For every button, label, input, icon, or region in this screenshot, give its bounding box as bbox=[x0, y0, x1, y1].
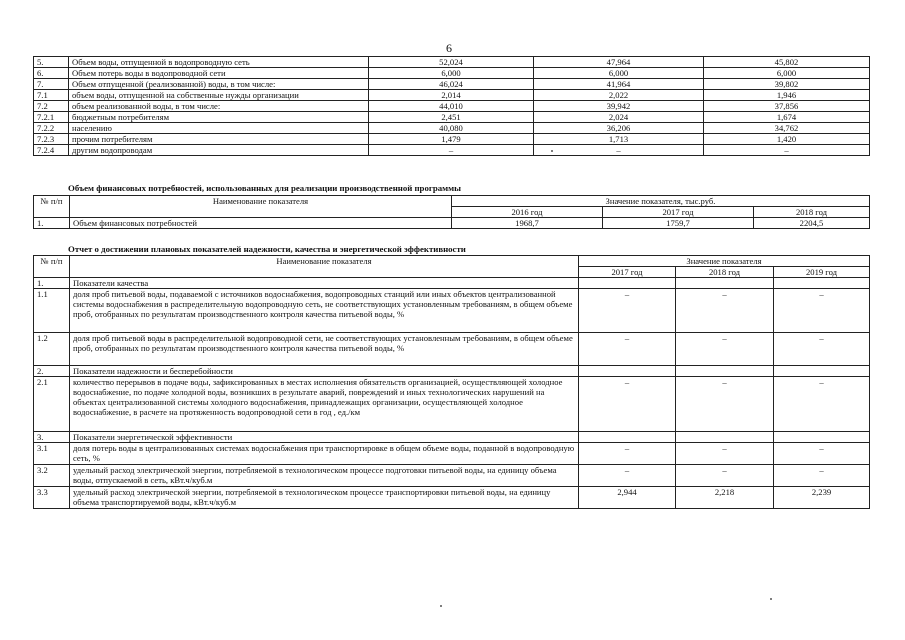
row-name: бюджетным потребителям bbox=[69, 112, 369, 123]
row-value bbox=[676, 432, 774, 443]
table-row bbox=[34, 101, 870, 112]
row-value: 46,024 bbox=[369, 79, 534, 90]
financial-needs-title: Объем финансовых потребностей, использованных для реализации производственной программы bbox=[68, 183, 461, 193]
row-number: 7.2.4 bbox=[34, 145, 69, 156]
row-value: 34,762 bbox=[704, 123, 870, 134]
column-header-number: № п/п bbox=[34, 196, 70, 218]
row-value bbox=[676, 278, 774, 289]
column-header-name: Наименование показателя bbox=[70, 256, 579, 278]
column-header-name: Наименование показателя bbox=[70, 196, 452, 218]
scan-speck bbox=[551, 150, 553, 152]
table-row bbox=[34, 333, 870, 366]
column-header-number: № п/п bbox=[34, 256, 70, 278]
scan-speck bbox=[440, 605, 442, 607]
row-value: 36,206 bbox=[534, 123, 704, 134]
row-value: – bbox=[579, 333, 676, 366]
row-value: 52,024 bbox=[369, 57, 534, 68]
section-title: Показатели качества bbox=[70, 278, 579, 289]
row-name: объем реализованной воды, в том числе: bbox=[69, 101, 369, 112]
row-value: 1759,7 bbox=[603, 218, 754, 229]
row-value: – bbox=[579, 289, 676, 333]
row-value: 47,964 bbox=[534, 57, 704, 68]
column-header-value: Значение показателя, тыс.руб. bbox=[452, 196, 870, 207]
column-header-year: 2017 год bbox=[579, 267, 676, 278]
row-number: 7. bbox=[34, 79, 69, 90]
row-number: 2.1 bbox=[34, 377, 70, 432]
row-name: Объем потерь воды в водопроводной сети bbox=[69, 68, 369, 79]
row-value: 39,942 bbox=[534, 101, 704, 112]
column-header-year: 2018 год bbox=[676, 267, 774, 278]
row-name: прочим потребителям bbox=[69, 134, 369, 145]
row-value: – bbox=[676, 333, 774, 366]
row-value: 6,000 bbox=[534, 68, 704, 79]
row-name: Объем воды, отпущенной в водопроводную сеть bbox=[69, 57, 369, 68]
row-value: 37,856 bbox=[704, 101, 870, 112]
row-value: 2,024 bbox=[534, 112, 704, 123]
row-value: – bbox=[774, 465, 870, 487]
table-row bbox=[34, 79, 870, 90]
row-value: 1,420 bbox=[704, 134, 870, 145]
row-value: – bbox=[676, 377, 774, 432]
row-value: 1968,7 bbox=[452, 218, 603, 229]
table-row bbox=[34, 134, 870, 145]
row-number: 7.1 bbox=[34, 90, 69, 101]
row-number: 5. bbox=[34, 57, 69, 68]
row-number: 7.2.1 bbox=[34, 112, 69, 123]
table-row bbox=[34, 57, 870, 68]
row-number: 7.2.3 bbox=[34, 134, 69, 145]
row-value: 40,080 bbox=[369, 123, 534, 134]
row-name: количество перерывов в подаче воды, зафиксированных в местах исполнения обязательств организацией, осуществляющей холодное водоснабжение, по подаче холодной воды, возникших в результате аварий, повреждений и иных технологических нарушений на объектах централизованной системы холодного водоснабжения, принадлежащих организации, осуществляющей холодное водоснабжение, в расчете на протяженность водопроводной сети в год , ед./км bbox=[70, 377, 579, 432]
row-value: 2,014 bbox=[369, 90, 534, 101]
row-number: 3. bbox=[34, 432, 70, 443]
scan-speck bbox=[770, 598, 772, 600]
row-name: доля проб питьевой воды, подаваемой с источников водоснабжения, водопроводных станций или иных объектов централизованной системы водоснабжения в распределительную водопроводную сеть, не соответствующих установленным требованиям, в общем объеме проб, отобранных по результатам производственного контроля качества питьевой воды, % bbox=[70, 289, 579, 333]
row-name: доля проб питьевой воды в распределительной водопроводной сети, не соответствующих установленным требованиям, в общем объеме проб, отобранных по результатам производственного контроля качества питьевой воды, % bbox=[70, 333, 579, 366]
row-name: другим водопроводам bbox=[69, 145, 369, 156]
row-value bbox=[579, 278, 676, 289]
row-number: 3.3 bbox=[34, 487, 70, 509]
column-header-year: 2016 год bbox=[452, 207, 603, 218]
page-number: 6 bbox=[446, 41, 452, 55]
row-number: 1.2 bbox=[34, 333, 70, 366]
row-value bbox=[774, 432, 870, 443]
financial-needs-table bbox=[33, 195, 870, 229]
row-value bbox=[579, 432, 676, 443]
row-value: 39,802 bbox=[704, 79, 870, 90]
row-value: 2,451 bbox=[369, 112, 534, 123]
row-number: 2. bbox=[34, 366, 70, 377]
table-row bbox=[34, 145, 870, 156]
row-value: 1,674 bbox=[704, 112, 870, 123]
row-number: 7.2.2 bbox=[34, 123, 69, 134]
row-number: 1.1 bbox=[34, 289, 70, 333]
row-value: – bbox=[774, 289, 870, 333]
column-header-year: 2017 год bbox=[603, 207, 754, 218]
row-name: удельный расход электрической энергии, потребляемой в технологическом процессе транспортировки питьевой воды, на единицу объема транспортируемой воды, кВт.ч/куб.м bbox=[70, 487, 579, 509]
indicators-report-title: Отчет о достижении плановых показателей надежности, качества и энергетической эффективности bbox=[68, 244, 466, 254]
row-value: 6,000 bbox=[704, 68, 870, 79]
production-table bbox=[33, 56, 870, 156]
section-row bbox=[34, 432, 870, 443]
row-value: – bbox=[534, 145, 704, 156]
row-value: 6,000 bbox=[369, 68, 534, 79]
section-title: Показатели энергетической эффективности bbox=[70, 432, 579, 443]
row-value: 2,239 bbox=[774, 487, 870, 509]
row-value: – bbox=[704, 145, 870, 156]
row-name: объем воды, отпущенной на собственные нужды организации bbox=[69, 90, 369, 101]
row-number: 6. bbox=[34, 68, 69, 79]
row-number: 1. bbox=[34, 278, 70, 289]
indicators-table bbox=[33, 255, 870, 509]
row-value: – bbox=[774, 333, 870, 366]
table-row bbox=[34, 377, 870, 432]
section-title: Показатели надежности и бесперебойности bbox=[70, 366, 579, 377]
row-value: 1,946 bbox=[704, 90, 870, 101]
row-name: населению bbox=[69, 123, 369, 134]
row-value: 1,713 bbox=[534, 134, 704, 145]
table-row bbox=[34, 112, 870, 123]
row-number: 3.2 bbox=[34, 465, 70, 487]
section-row bbox=[34, 366, 870, 377]
row-value: 1,479 bbox=[369, 134, 534, 145]
row-value: 45,802 bbox=[704, 57, 870, 68]
row-value: – bbox=[676, 465, 774, 487]
row-value: – bbox=[579, 377, 676, 432]
row-value: 41,964 bbox=[534, 79, 704, 90]
row-value: – bbox=[676, 289, 774, 333]
row-name: доля потерь воды в централизованных системах водоснабжения при транспортировке в общем объеме воды, поданной в водопроводную сеть, % bbox=[70, 443, 579, 465]
row-value bbox=[579, 366, 676, 377]
table-row bbox=[34, 465, 870, 487]
row-value bbox=[676, 366, 774, 377]
row-number: 1. bbox=[34, 218, 70, 229]
row-value: 2204,5 bbox=[754, 218, 870, 229]
table-row bbox=[34, 68, 870, 79]
row-value: – bbox=[774, 443, 870, 465]
table-row bbox=[34, 289, 870, 333]
row-number: 3.1 bbox=[34, 443, 70, 465]
row-value: – bbox=[579, 443, 676, 465]
row-name: Объем финансовых потребностей bbox=[70, 218, 452, 229]
row-value: – bbox=[369, 145, 534, 156]
row-value: – bbox=[579, 465, 676, 487]
row-value: 44,010 bbox=[369, 101, 534, 112]
column-header-value: Значение показателя bbox=[579, 256, 870, 267]
row-value bbox=[774, 366, 870, 377]
row-value: 2,022 bbox=[534, 90, 704, 101]
row-name: удельный расход электрической энергии, потребляемой в технологическом процессе подготовки питьевой воды, на единицу объема воды, отпускаемой в сеть, кВт.ч/куб.м bbox=[70, 465, 579, 487]
column-header-year: 2019 год bbox=[774, 267, 870, 278]
row-value: – bbox=[774, 377, 870, 432]
column-header-year: 2018 год bbox=[754, 207, 870, 218]
row-value bbox=[774, 278, 870, 289]
section-row bbox=[34, 278, 870, 289]
row-name: Объем отпущенной (реализованной) воды, в том числе: bbox=[69, 79, 369, 90]
table-row bbox=[34, 123, 870, 134]
row-value: 2,218 bbox=[676, 487, 774, 509]
row-value: 2,944 bbox=[579, 487, 676, 509]
row-number: 7.2 bbox=[34, 101, 69, 112]
table-row bbox=[34, 443, 870, 465]
table-row bbox=[34, 90, 870, 101]
table-row bbox=[34, 487, 870, 509]
row-value: – bbox=[676, 443, 774, 465]
